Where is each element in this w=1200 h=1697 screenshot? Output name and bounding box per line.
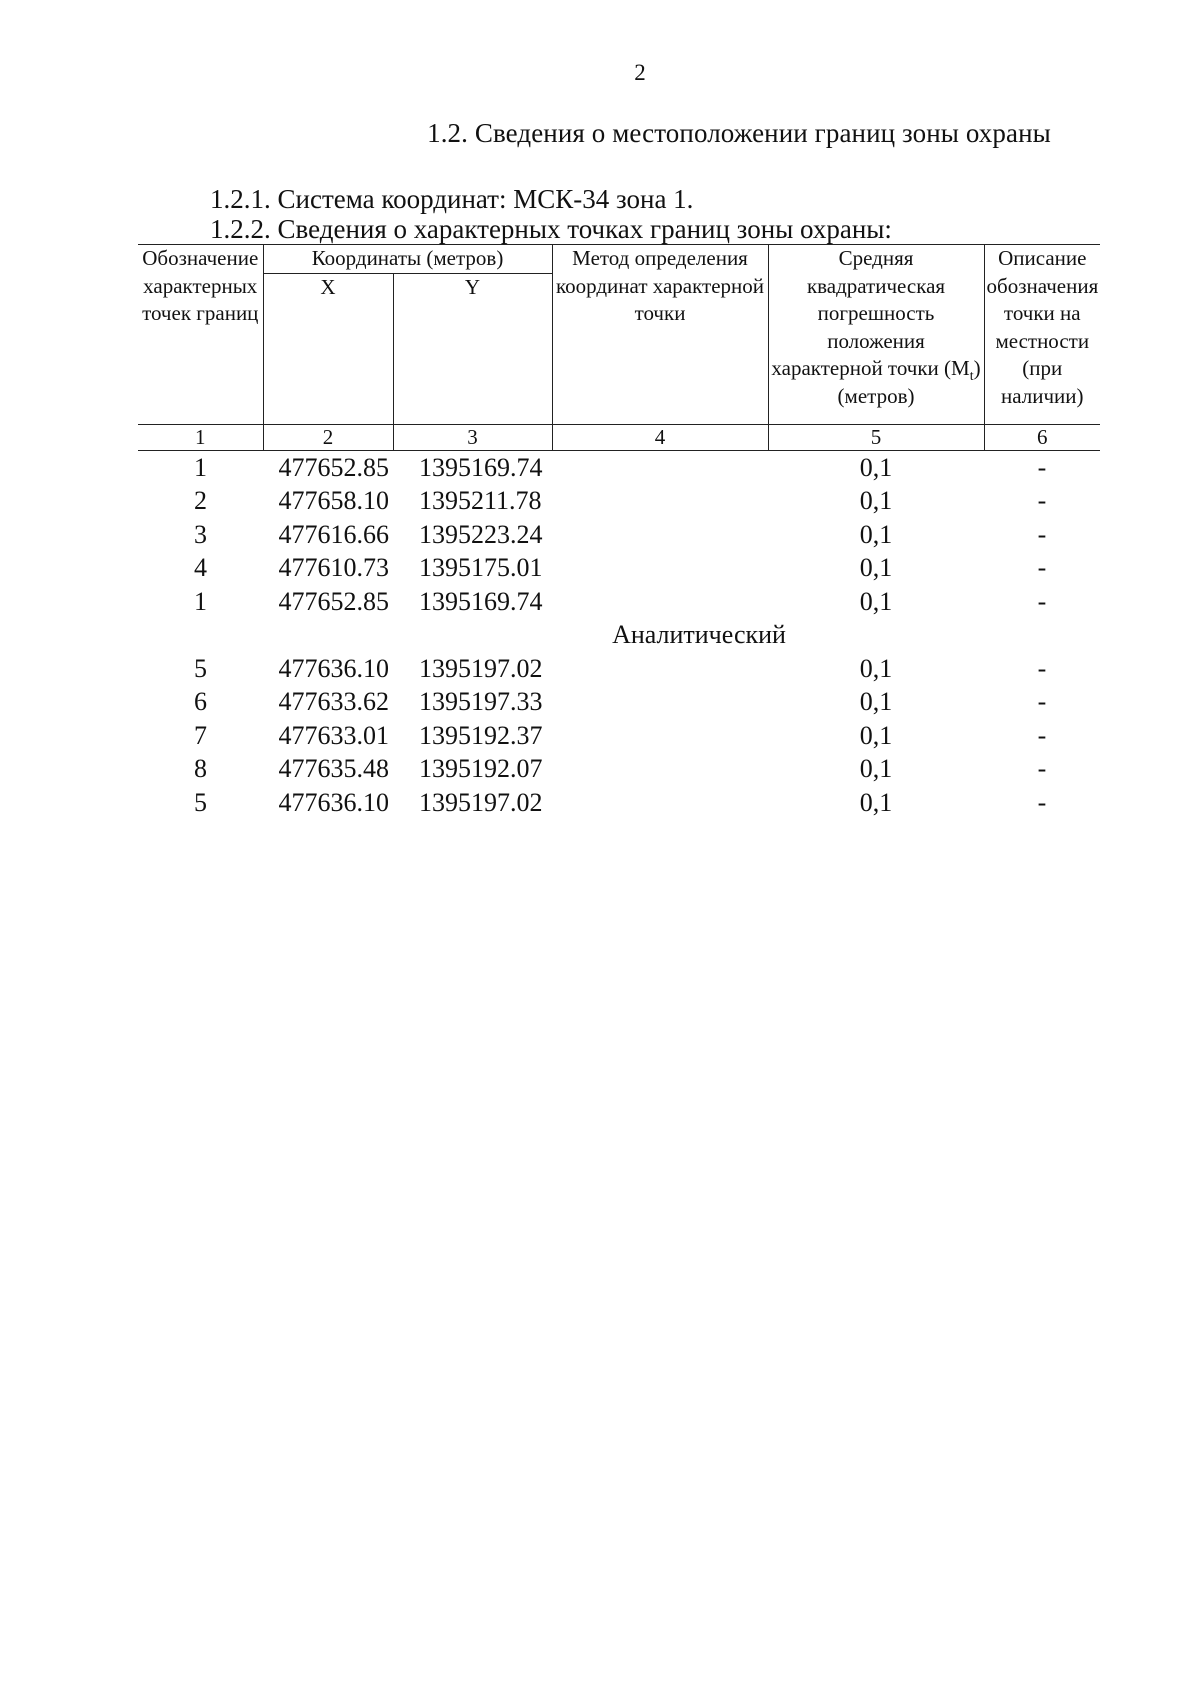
table-row: [138, 518, 1100, 552]
error-value: 0,1: [859, 519, 893, 549]
x-coordinate: 477633.62: [278, 687, 389, 716]
table-row: [138, 719, 1100, 753]
table-row: [138, 484, 1100, 518]
point-number: 1: [194, 586, 207, 616]
point-number: 5: [194, 653, 207, 683]
description-value: -: [1037, 687, 1047, 716]
x-coordinate: 477636.10: [278, 787, 389, 817]
table-row: [138, 585, 1100, 619]
y-coordinate: 1395223.24: [419, 519, 543, 549]
table-header: [138, 245, 1100, 451]
error-value: 0,1: [859, 787, 893, 817]
description-value: -: [1037, 787, 1047, 817]
description-value: -: [1037, 754, 1047, 783]
x-coordinate: 477636.10: [278, 653, 389, 683]
error-value: 0,1: [859, 653, 893, 683]
y-coordinate: 1395211.78: [419, 486, 542, 515]
method-cell: [552, 484, 768, 518]
point-number: 2: [194, 486, 207, 515]
error-value: 0,1: [859, 754, 893, 783]
header-description: Описание обозначения точки на местности (при наличии): [984, 245, 1100, 425]
header-error-text: Средняя квадратическая погрешность положения характерной точки (M: [771, 246, 970, 380]
point-number: 8: [194, 754, 207, 783]
point-number: 1: [194, 452, 207, 482]
column-number: 1: [138, 424, 263, 450]
method-cell: [552, 685, 768, 719]
point-number: 4: [194, 553, 207, 582]
method-cell: [552, 786, 768, 820]
error-value: 0,1: [859, 452, 893, 482]
column-number: 2: [263, 424, 393, 450]
y-coordinate: 1395197.02: [419, 787, 543, 817]
header-error: [768, 245, 984, 425]
coordinate-system-line: 1.2.1. Система координат: МСК-34 зона 1.: [210, 184, 694, 214]
y-coordinate: 1395197.33: [419, 687, 543, 716]
y-coordinate: 1395192.37: [419, 720, 543, 750]
description-value: -: [1037, 452, 1047, 482]
x-coordinate: 477610.73: [278, 553, 389, 582]
error-value: 0,1: [859, 486, 893, 515]
header-error-sub: t: [969, 369, 974, 385]
column-numbers-row: [138, 424, 1100, 450]
section-title: 1.2. Сведения о местоположении границ зоны охраны: [427, 118, 1051, 148]
header-method: Метод определения координат характерной точки: [552, 245, 768, 425]
y-coordinate: 1395197.02: [419, 653, 543, 683]
y-coordinate: 1395175.01: [419, 553, 543, 582]
points-intro-line: 1.2.2. Сведения о характерных точках границ зоны охраны:: [210, 214, 892, 244]
table-row: [138, 652, 1100, 686]
header-point-designation: Обозначение характерных точек границ: [138, 245, 263, 425]
y-coordinate: 1395169.74: [419, 586, 543, 616]
error-value: 0,1: [859, 720, 893, 750]
method-row: [138, 618, 1100, 652]
point-number: 3: [194, 519, 207, 549]
header-y: Y: [393, 273, 552, 424]
method-cell: [552, 551, 768, 585]
error-value: 0,1: [859, 553, 893, 582]
description-value: -: [1037, 586, 1047, 616]
boundary-points-table: [138, 244, 1100, 819]
x-coordinate: 477616.66: [278, 519, 389, 549]
description-value: -: [1037, 519, 1047, 549]
header-error-tail: ) (метров): [837, 356, 981, 408]
method-value: Аналитический: [612, 620, 786, 649]
description-value: -: [1037, 553, 1047, 582]
table-row: [138, 752, 1100, 786]
x-coordinate: 477633.01: [278, 720, 389, 750]
column-number: 6: [984, 424, 1100, 450]
page-number: 2: [634, 60, 646, 85]
method-cell: [552, 450, 768, 484]
error-value: 0,1: [859, 687, 893, 716]
description-value: -: [1037, 720, 1047, 750]
column-number: 4: [552, 424, 768, 450]
y-coordinate: 1395192.07: [419, 754, 543, 783]
header-x: X: [263, 273, 393, 424]
table-row: [138, 786, 1100, 820]
column-number: 5: [768, 424, 984, 450]
description-value: -: [1037, 486, 1047, 515]
description-value: -: [1037, 653, 1047, 683]
method-cell: [552, 719, 768, 753]
method-cell: [552, 585, 768, 619]
error-value: 0,1: [859, 586, 893, 616]
point-number: 7: [194, 720, 207, 750]
x-coordinate: 477652.85: [278, 452, 389, 482]
header-coordinates: Координаты (метров): [263, 245, 552, 274]
y-coordinate: 1395169.74: [419, 452, 543, 482]
method-cell: [552, 652, 768, 686]
point-number: 6: [194, 687, 207, 716]
x-coordinate: 477652.85: [278, 586, 389, 616]
x-coordinate: 477635.48: [278, 754, 389, 783]
table-row: [138, 685, 1100, 719]
table-row: [138, 551, 1100, 585]
table-body: [138, 450, 1100, 819]
point-number: 5: [194, 787, 207, 817]
x-coordinate: 477658.10: [278, 486, 389, 515]
table-row: [138, 450, 1100, 484]
method-cell: [552, 752, 768, 786]
method-cell: [552, 518, 768, 552]
column-number: 3: [393, 424, 552, 450]
